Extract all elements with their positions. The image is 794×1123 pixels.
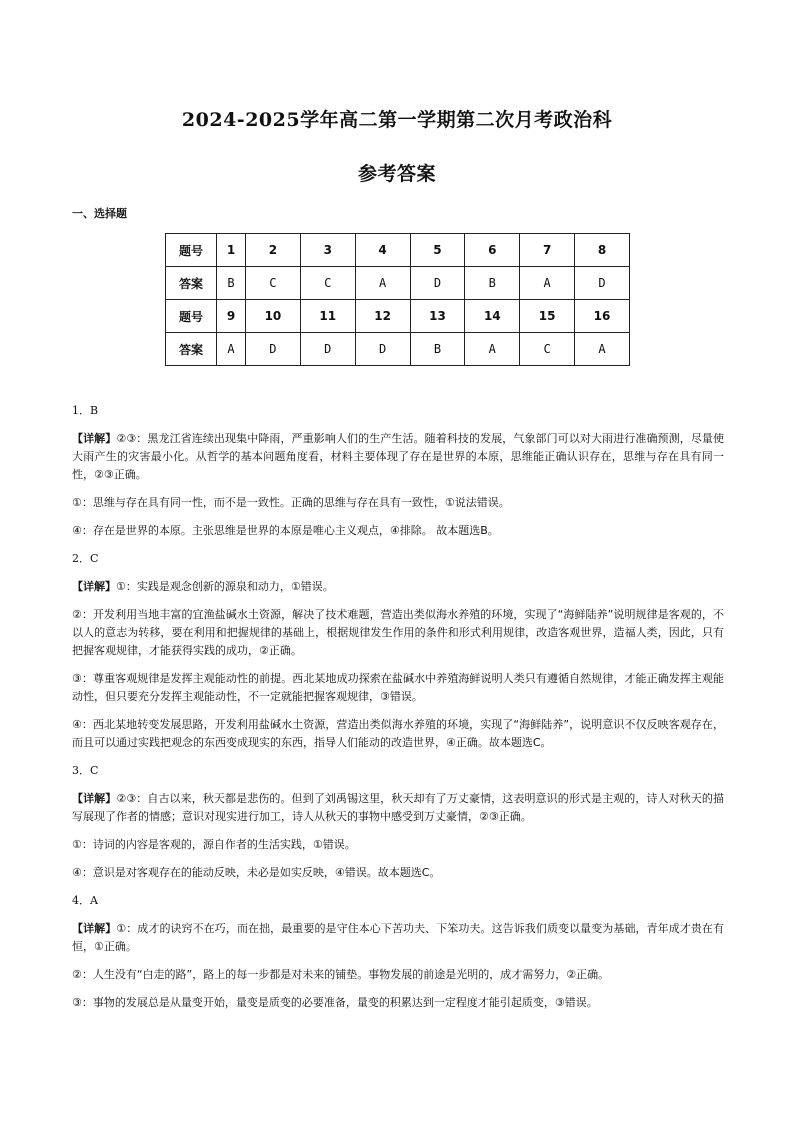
question-number-cell: 4 xyxy=(355,234,410,267)
explanation-paragraph xyxy=(72,578,724,596)
answer-cell: A xyxy=(465,333,520,366)
answer-cell: A xyxy=(520,267,575,300)
section-heading: 一、选择题 xyxy=(72,207,127,220)
answer-cell: C xyxy=(300,267,355,300)
answer-cell: D xyxy=(575,267,630,300)
explanation-paragraph xyxy=(72,670,724,706)
explanation-paragraph xyxy=(72,716,724,752)
explanation-text: ④：意识是对客观存在的能动反映，未必是如实反映，④错误。故本题选C。 xyxy=(72,866,441,879)
question-number-cell: 3 xyxy=(300,234,355,267)
explanation-text: ①：成才的诀窍不在巧，而在拙，最重要的是守住本心下苦功夫、下笨功夫。这告诉我们质变以量变为基础，青年成才贵在有恒，①正确。 xyxy=(72,922,725,953)
page-title: 2024-2025学年高二第一学期第二次月考政治科 xyxy=(181,109,613,131)
explanation-paragraph xyxy=(72,522,724,540)
explanation-text: ③：尊重客观规律是发挥主观能动性的前提。西北某地成功探索在盐碱水中养殖海鲜说明人类只有遵循自然规律，才能正确发挥主观能动性，但只要充分发挥主观能动性，不一定就能把握客观规律，③错误。 xyxy=(72,672,724,703)
table-answer-row xyxy=(166,267,630,300)
explanation-paragraph xyxy=(72,430,724,484)
explanation-text: ③：事物的发展总是从量变开始，量变是质变的必要准备，量变的积累达到一定程度才能引起质变，③错误。 xyxy=(72,996,598,1009)
explanation-text: ②：人生没有“白走的路”，路上的每一步都是对未来的铺垫。事物发展的前途是光明的，成才需努力，②正确。 xyxy=(72,968,610,981)
explanation-paragraph xyxy=(72,606,724,660)
answer-cell: C xyxy=(246,267,301,300)
question-number-cell: 13 xyxy=(410,300,465,333)
explanations xyxy=(72,402,724,1022)
explanation-text: ①：思维与存在具有同一性，而不是一致性。正确的思维与存在具有一致性，①说法错误。 xyxy=(72,496,510,509)
question-number-cell: 1 xyxy=(217,234,246,267)
explanation-text: ②③：黑龙江省连续出现集中降雨，严重影响人们的生产生活。随着科技的发展，气象部门可以对大雨进行准确预测，尽量使大雨产生的灾害最小化。从哲学的基本问题角度看，材料主要体现了存在是世界的本原，思维能正确认识存在，思维与存在具有同一性，②③正确。 xyxy=(72,432,725,481)
answer-table xyxy=(165,233,630,366)
table-row-label: 题号 xyxy=(166,300,217,333)
detail-tag: 【详解】 xyxy=(72,580,116,593)
question-number-cell: 9 xyxy=(217,300,246,333)
detail-tag: 【详解】 xyxy=(72,922,117,935)
explanation-text: ②③：自古以来，秋天都是悲伤的。但到了刘禹锡这里，秋天却有了万丈豪情，这表明意识的形式是主观的，诗人对秋天的描写展现了作者的情感；意识对现实进行加工，诗人从秋天的事物中感受到万丈豪情，②③正确。 xyxy=(72,792,725,823)
answer-cell: A xyxy=(217,333,246,366)
answer-cell: B xyxy=(410,333,465,366)
answer-cell: B xyxy=(217,267,246,300)
explanation-paragraph xyxy=(72,864,724,882)
table-row-label: 答案 xyxy=(166,333,217,366)
question-number-cell: 2 xyxy=(246,234,301,267)
question-number-cell: 12 xyxy=(355,300,410,333)
question-label: 2．C xyxy=(72,552,99,565)
question-number-cell: 8 xyxy=(575,234,630,267)
question-number-cell: 14 xyxy=(465,300,520,333)
detail-tag: 【详解】 xyxy=(72,432,117,445)
answer-cell: A xyxy=(355,267,410,300)
explanation-paragraph xyxy=(72,836,724,854)
table-number-row xyxy=(166,234,630,267)
question-label: 4．A xyxy=(72,894,98,907)
explanation-paragraph xyxy=(72,966,724,984)
explanation-paragraph xyxy=(72,790,724,826)
table-row-label: 题号 xyxy=(166,234,217,267)
question-label: 3．C xyxy=(72,764,99,777)
answer-cell: B xyxy=(465,267,520,300)
question-number-cell: 15 xyxy=(520,300,575,333)
question-number-cell: 6 xyxy=(465,234,520,267)
explanation-text: ④：存在是世界的本原。主张思维是世界的本原是唯心主义观点，④排除。 故本题选B。 xyxy=(72,524,499,537)
page-subtitle: 参考答案 xyxy=(357,163,436,185)
question-number-cell: 5 xyxy=(410,234,465,267)
explanation-text: ④：西北某地转变发展思路，开发利用盐碱水土资源，营造出类似海水养殖的环境，实现了“海鲜陆养”，说明意识不仅反映客观存在，而且可以通过实践把观念的东西变成现实的东西，指导人们能动的改造世界，④正确。故本题选C。 xyxy=(72,718,724,749)
question-number-cell: 11 xyxy=(300,300,355,333)
answer-cell: A xyxy=(575,333,630,366)
answer-cell: C xyxy=(520,333,575,366)
explanation-text: ②：开发利用当地丰富的宜渔盐碱水土资源，解决了技术难题，营造出类似海水养殖的环境，实现了“海鲜陆养”说明规律是客观的，不以人的意志为转移，要在利用和把握规律的基础上，根据规律发生作用的条件和形式利用规律，改造客观世界，造福人类，因此，只有把握客观规律，才能获得实践的成功，②正确。 xyxy=(72,608,724,657)
table-answer-row xyxy=(166,333,630,366)
detail-tag: 【详解】 xyxy=(72,792,117,805)
table-number-row xyxy=(166,300,630,333)
explanation-paragraph xyxy=(72,994,724,1012)
answer-cell: D xyxy=(300,333,355,366)
question-number-cell: 7 xyxy=(520,234,575,267)
explanation-text: ①：实践是观念创新的源泉和动力，①错误。 xyxy=(116,580,334,593)
table-row-label: 答案 xyxy=(166,267,217,300)
explanation-text: ①：诗词的内容是客观的，源自作者的生活实践，①错误。 xyxy=(72,838,356,851)
answer-cell: D xyxy=(246,333,301,366)
explanation-paragraph xyxy=(72,920,724,956)
explanation-paragraph xyxy=(72,494,724,512)
question-number-cell: 16 xyxy=(575,300,630,333)
question-number-cell: 10 xyxy=(246,300,301,333)
answer-cell: D xyxy=(410,267,465,300)
question-label: 1．B xyxy=(72,404,99,417)
answer-cell: D xyxy=(355,333,410,366)
